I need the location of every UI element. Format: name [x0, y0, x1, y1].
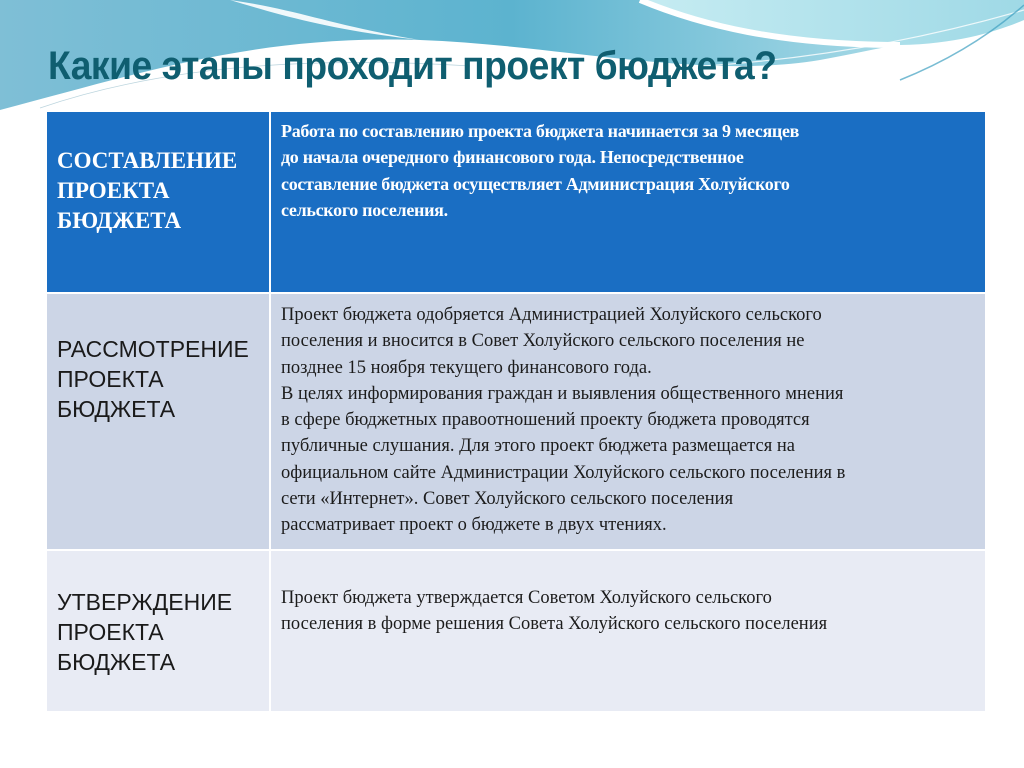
stage-name: СОСТАВЛЕНИЕ ПРОЕКТА БЮДЖЕТА — [57, 148, 238, 233]
stage-description-cell — [270, 111, 986, 293]
stage-description: Работа по составлению проекта бюджета начинается за 9 месяцев до начала очередного финансового года. Непосредственное составление бюджета осуществляет Администрация Холуйского сельского поселения. — [281, 121, 800, 220]
stage-name-cell — [46, 111, 270, 293]
stage-name-cell — [46, 293, 270, 550]
slide-title: Какие этапы проходит проект бюджета? — [48, 44, 777, 88]
table-row — [46, 293, 986, 550]
stage-name: РАССМОТРЕНИЕ ПРОЕКТА БЮДЖЕТА — [57, 336, 249, 422]
table-row — [46, 111, 986, 293]
stage-name: УТВЕРЖДЕНИЕ ПРОЕКТА БЮДЖЕТА — [57, 589, 233, 675]
stage-description: Проект бюджета одобряется Администрацией Холуйского сельского поселения и вносится в Совет Холуйского сельского поселения не позднее 15 ноября текущего финансового года. В целях информирования граждан и выявления общественного мнения в сфере бюджетных правоотношений проекту бюджета проводятся публичные слушания. Для этого проект бюджета размещается на официальном сайте Администрации Холуйского сельского поселения в сети «Интернет». Совет Холуйского сельского поселения рассматривает проект о бюджете в двух чтениях. — [281, 305, 846, 536]
table-row — [46, 550, 986, 712]
budget-stages-table — [45, 110, 987, 713]
stage-name-cell — [46, 550, 270, 712]
stage-description-cell — [270, 293, 986, 550]
stage-description-cell — [270, 550, 986, 712]
stage-description: Проект бюджета утверждается Советом Холуйского сельского поселения в форме решения Совета Холуйского сельского поселения — [281, 588, 828, 635]
